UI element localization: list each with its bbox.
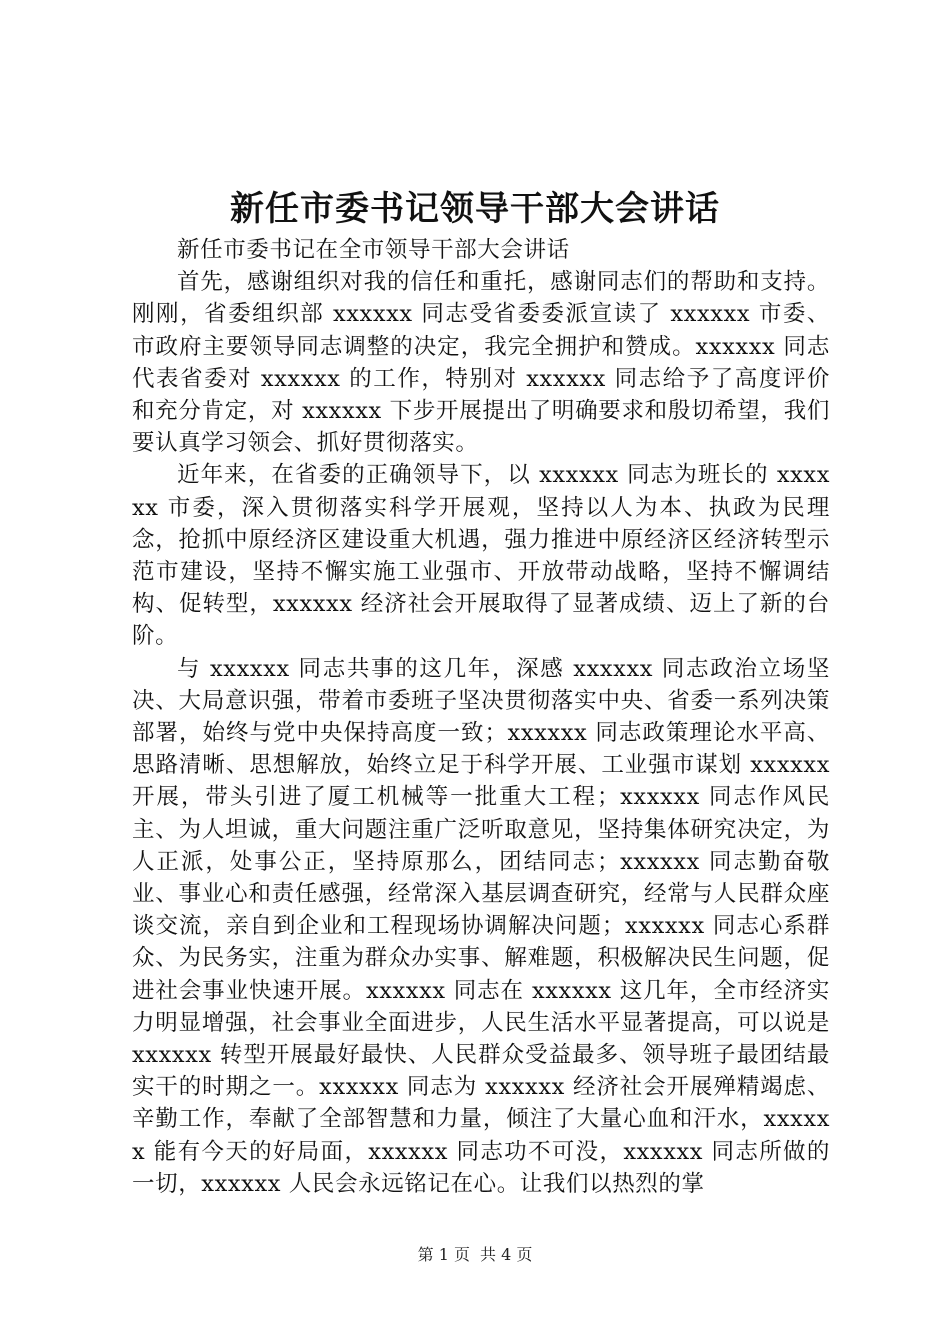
body-paragraph: 首先，感谢组织对我的信任和重托，感谢同志们的帮助和支持。刚刚，省委组织部 xxxxxx 同志受省委委派宣读了 xxxxxx 市委、市政府主要领导同志调整的决定，我完全拥护和赞成。xxxxxx 同志代表省委对 xxxxxx 的工作，特别对 xxxxxx 同志给予了高度评价和充分肯定，对 xxxxxx 下步开展提出了明确要求和殷切希望，我们要认真学习领会、抓好贯彻落实。: [132, 269, 830, 457]
document-body: [132, 234, 830, 1200]
body-paragraph: 与 xxxxxx 同志共事的这几年，深感 xxxxxx 同志政治立场坚决、大局意识强，带着市委班子坚决贯彻落实中央、省委一系列决策部署，始终与党中央保持高度一致；xxxxxx 同志政策理论水平高、思路清晰、思想解放，始终立足于科学开展、工业强市谋划 xxxxxx 开展，带头引进了厦工机械等一批重大工程；xxxxxx 同志作风民主、为人坦诚，重大问题注重广泛听取意见，坚持集体研究决定，为人正派，处事公正，坚持原那么，团结同志；xxxxxx 同志勤奋敬业、事业心和责任感强，经常深入基层调查研究，经常与人民群众座谈交流，亲自到企业和工程现场协调解决问题；xxxxxx 同志心系群众、为民务实，注重为群众办实事、解难题，积极解决民生问题，促进社会事业快速开展。xxxxxx 同志在 xxxxxx 这几年，全市经济实力明显增强，社会事业全面进步，人民生活水平显著提高，可以说是 xxxxxx 转型开展最好最快、人民群众受益最多、领导班子最团结最实干的时期之一。xxxxxx 同志为 xxxxxx 经济社会开展殚精竭虑、辛勤工作，奉献了全部智慧和力量，倾注了大量心血和汗水，xxxxxx 能有今天的好局面，xxxxxx 同志功不可没，xxxxxx 同志所做的一切，xxxxxx 人民会永远铭记在心。让我们以热烈的掌: [132, 655, 830, 1197]
document-title: 新任市委书记领导干部大会讲话: [230, 189, 720, 229]
subtitle-paragraph: 新任市委书记在全市领导干部大会讲话: [177, 237, 570, 263]
page-total: 共 4 页: [480, 1245, 533, 1264]
page-footer: [0, 1244, 950, 1266]
body-paragraph: 近年来，在省委的正确领导下，以 xxxxxx 同志为班长的 xxxxxx 市委，深入贯彻落实科学开展观，坚持以人为本、执政为民理念，抢抓中原经济区建设重大机遇，强力推进中原经济区经济转型示范市建设，坚持不懈实施工业强市、开放带动战略，坚持不懈调结构、促转型，xxxxxx 经济社会开展取得了显著成绩、迈上了新的台阶。: [132, 462, 830, 650]
page-number: 第 1 页: [417, 1245, 470, 1264]
